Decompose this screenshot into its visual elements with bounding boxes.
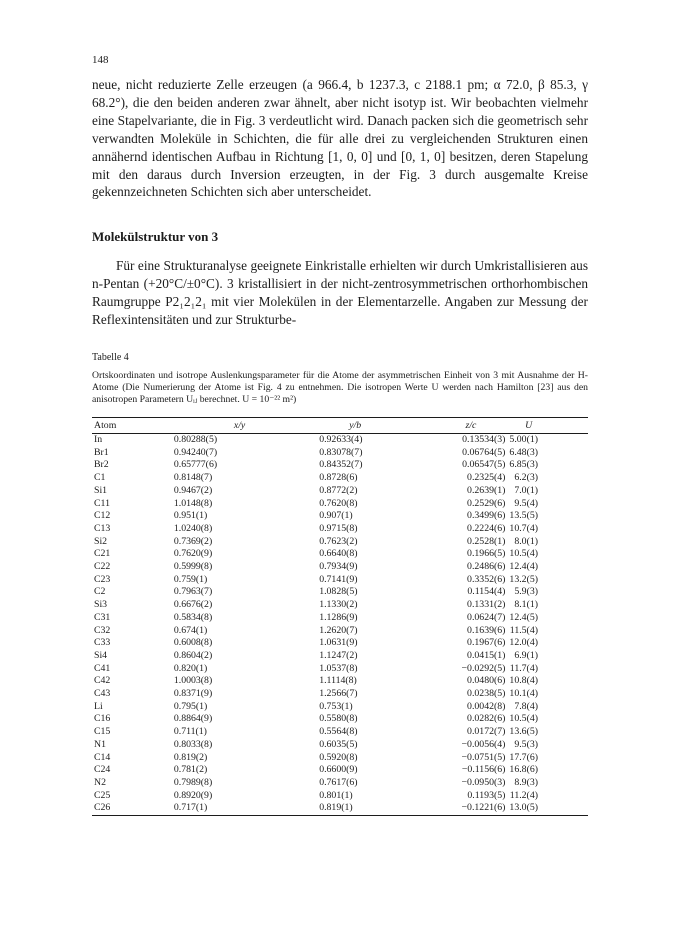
cell-u: 16.8(6) [509, 764, 538, 776]
cell-u: 8.1(1) [514, 599, 538, 611]
cell-y: 0.92633(4) [319, 434, 363, 445]
header-z: z/c [436, 418, 509, 434]
cell-z: 0.1967(6) [467, 637, 506, 649]
table-row [92, 599, 588, 612]
table-label: Tabelle 4 [92, 352, 129, 363]
cell-u: 10.7(4) [509, 522, 538, 534]
cell-atom: C14 [94, 751, 111, 763]
cell-atom: C15 [94, 726, 111, 738]
cell-atom: C12 [94, 510, 111, 522]
cell-x: 0.6008(8) [173, 637, 213, 649]
table-row [92, 434, 588, 447]
cell-y: 1.2566(7) [319, 688, 358, 700]
table-row [92, 574, 588, 587]
cell-y: 1.1286(9) [319, 611, 358, 623]
cell-atom: Si3 [94, 599, 108, 611]
cell-y: 1.0631(9) [319, 637, 358, 649]
cell-u: 5.00(1) [509, 434, 538, 445]
cell-atom: C1 [94, 472, 106, 484]
cell-u: 9.5(4) [514, 497, 538, 509]
cell-z: 0.3499(6) [467, 510, 506, 522]
cell-y: 1.2620(7) [319, 624, 358, 636]
table-row [92, 688, 588, 701]
table-row [92, 561, 588, 574]
cell-u: 6.85(3) [509, 459, 538, 471]
cell-u: 17.7(6) [509, 751, 538, 763]
cell-x: 0.7369(2) [173, 535, 213, 547]
table-row [92, 701, 588, 714]
cell-y: 0.83078(7) [319, 446, 363, 458]
cell-u: 13.6(5) [509, 726, 538, 738]
cell-x: 0.8033(8) [173, 738, 213, 750]
cell-z: 0.0415(1) [467, 649, 506, 661]
cell-y: 0.8772(2) [319, 484, 358, 496]
cell-u: 8.9(3) [514, 776, 538, 788]
cell-atom: N2 [94, 776, 106, 788]
cell-atom: C26 [92, 802, 144, 815]
cell-x: 0.9467(2) [173, 484, 213, 496]
cell-y: 0.7623(2) [319, 535, 358, 547]
cell-u: 10.5(4) [509, 713, 538, 725]
table-row [92, 548, 588, 561]
cell-z: 0.0238(5) [467, 688, 506, 700]
header-y: y/b [319, 418, 436, 434]
cell-u: 11.2(4) [509, 789, 538, 801]
cell-z: 0.1154(4) [467, 586, 506, 598]
cell-atom: C42 [94, 675, 111, 687]
cell-x: 1.0240(8) [173, 522, 213, 534]
cell-u: 6.9(1) [514, 649, 538, 661]
cell-y: 0.5580(8) [319, 713, 358, 725]
table-row [92, 447, 588, 460]
cell-u: 7.0(1) [514, 484, 538, 496]
cell-u: 10.1(4) [509, 688, 538, 700]
cell-x: 0.94240(7) [173, 446, 218, 458]
table-row [92, 586, 588, 599]
cell-atom: C16 [94, 713, 111, 725]
cell-x: 0.819(2) [173, 751, 208, 763]
cell-z: 0.06764(5) [462, 446, 506, 458]
table-row [92, 536, 588, 549]
page-number: 148 [92, 54, 109, 66]
cell-atom: C2 [94, 586, 106, 598]
cell-x: 0.80288(5) [173, 434, 218, 445]
cell-y: 0.7617(6) [319, 776, 358, 788]
cell-u: 12.0(4) [509, 637, 538, 649]
cell-x: 0.759(1) [173, 573, 208, 585]
cell-x: 0.8864(9) [173, 713, 213, 725]
table-row [92, 777, 588, 790]
cell-atom: C24 [94, 764, 111, 776]
cell-x: 0.820(1) [173, 662, 208, 674]
cell-u: 7.8(4) [514, 700, 538, 712]
cell-y: 0.9715(8) [319, 522, 358, 534]
body-paragraph-1: neue, nicht reduzierte Zelle erzeugen (a 966.4, b 1237.3, c 2188.1 pm; α 72.0, β 85.3, γ 68.2°), die den beiden anderen zwar ähnelt, aber nicht isotyp ist. Wir beobachten vielmehr eine Stapelvariante, die in Fig. 3 verdeutlicht wird. Danach packen sich die geometrisch sehr verwandten Moleküle in Schichten, die für alle drei zu vergleichenden Strukturen einen annähernd identischen Aufbau in Richtung [1, 0, 0] und [0, 1, 0] besitzen, deren Stapelung mit den daraus durch Inversion erzeugten, in der Fig. 3 durch ausgemalte Kreise gekennzeichneten Schichten sich aber unterscheidet. [92, 77, 588, 200]
table-row [92, 472, 588, 485]
cell-y: 1.1330(2) [319, 599, 358, 611]
cell-u: 12.4(5) [509, 611, 538, 623]
cell-atom: C32 [94, 624, 111, 636]
cell-z: 0.13534(3) [462, 434, 506, 445]
table-row [92, 790, 588, 803]
cell-atom: C41 [94, 662, 111, 674]
cell-x: 0.7963(7) [173, 586, 213, 598]
cell-u: 13.0(5) [509, 802, 588, 815]
cell-atom: C31 [94, 611, 111, 623]
table-row [92, 663, 588, 676]
table-row [92, 650, 588, 663]
cell-atom: Li [94, 700, 103, 712]
cell-u: 8.0(1) [514, 535, 538, 547]
cell-z: 0.2486(6) [467, 561, 506, 573]
cell-x: 0.8148(7) [173, 472, 213, 484]
table-row [92, 726, 588, 739]
cell-z: −0.1156(6) [461, 764, 506, 776]
cell-x: 0.781(2) [173, 764, 208, 776]
cell-atom: C23 [94, 573, 111, 585]
cell-u: 10.8(4) [509, 675, 538, 687]
cell-u: 11.7(4) [509, 662, 538, 674]
cell-z: 0.2639(1) [467, 484, 506, 496]
cell-z: 0.06547(5) [462, 459, 506, 471]
cell-z: −0.0056(4) [461, 738, 506, 750]
cell-x: 1.0003(8) [173, 675, 213, 687]
cell-atom: Br1 [94, 446, 109, 458]
cell-x: 1.0148(8) [173, 497, 213, 509]
cell-z: 0.1193(5) [467, 789, 506, 801]
cell-y: 1.0828(5) [319, 586, 358, 598]
cell-u: 13.2(5) [509, 573, 538, 585]
cell-x: 0.795(1) [173, 700, 208, 712]
cell-u: 9.5(3) [514, 738, 538, 750]
cell-x: 0.8371(9) [173, 688, 213, 700]
cell-z: −0.0292(5) [461, 662, 506, 674]
cell-x: 0.7989(8) [173, 776, 213, 788]
cell-atom: Si1 [94, 484, 108, 496]
cell-atom: In [94, 434, 103, 445]
cell-y: 0.8728(6) [319, 472, 358, 484]
cell-z: 0.0624(7) [467, 611, 506, 623]
table-row [92, 802, 588, 815]
cell-y: 1.1247(2) [319, 649, 358, 661]
cell-y: 0.7141(9) [319, 573, 358, 585]
coordinates-table [92, 417, 588, 816]
cell-u: 11.5(4) [509, 624, 538, 636]
cell-z: 0.2528(1) [467, 535, 506, 547]
cell-x: 0.711(1) [173, 726, 207, 738]
table-row [92, 764, 588, 777]
cell-z: 0.0172(7) [467, 726, 506, 738]
cell-u: 6.2(3) [514, 472, 538, 484]
cell-y: 0.6035(5) [319, 738, 358, 750]
cell-x: 0.5834(8) [173, 611, 213, 623]
cell-y: 0.801(1) [319, 789, 353, 801]
cell-atom: C22 [94, 561, 111, 573]
cell-y: 0.5564(8) [319, 726, 358, 738]
table-caption: Ortskoordinaten und isotrope Auslenkungsparameter für die Atome der asymmetrischen Einheit von 3 mit Ausnahme der H-Atome (Die Numerierung der Atome ist Fig. 4 zu entnehmen. Die isotropen Werte U werden nach Hamilton [23] aus den anisotropen Parametern Uᵢⱼ berechnet. U = 10⁻²² m²) [92, 370, 588, 406]
cell-atom: Si4 [94, 649, 108, 661]
cell-z: 0.2325(4) [467, 472, 506, 484]
table-row [92, 625, 588, 638]
cell-y: 0.5920(8) [319, 751, 358, 763]
table-row [92, 523, 588, 536]
cell-x: 0.8920(9) [173, 789, 213, 801]
cell-atom: C11 [94, 497, 110, 509]
header-atom: Atom [92, 418, 144, 434]
table-row [92, 675, 588, 688]
cell-atom: C43 [94, 688, 111, 700]
cell-u: 5.9(3) [514, 586, 538, 598]
cell-x: 0.6676(2) [173, 599, 213, 611]
table-row [92, 637, 588, 650]
cell-atom: C25 [94, 789, 111, 801]
cell-x: 0.674(1) [173, 624, 208, 636]
cell-z: 0.1639(6) [467, 624, 506, 636]
header-x: x/y [144, 418, 319, 434]
table-row [92, 510, 588, 523]
cell-y: 0.819(1) [319, 802, 436, 815]
cell-u: 10.5(4) [509, 548, 538, 560]
cell-z: 0.0480(6) [467, 675, 506, 687]
cell-x: 0.717(1) [144, 802, 319, 815]
cell-z: −0.0751(5) [461, 751, 506, 763]
table-row [92, 485, 588, 498]
cell-z: 0.0282(6) [467, 713, 506, 725]
cell-x: 0.8604(2) [173, 649, 213, 661]
cell-x: 0.7620(9) [173, 548, 213, 560]
cell-y: 0.6600(9) [319, 764, 358, 776]
table-header-row [92, 418, 588, 434]
table-body [92, 434, 588, 816]
cell-atom: C13 [94, 522, 111, 534]
cell-u: 12.4(4) [509, 561, 538, 573]
cell-u: 6.48(3) [509, 446, 538, 458]
cell-x: 0.65777(6) [173, 459, 218, 471]
cell-z: 0.1331(2) [467, 599, 506, 611]
cell-y: 1.1114(8) [319, 675, 357, 687]
cell-y: 0.7620(8) [319, 497, 358, 509]
cell-z: 0.2224(6) [467, 522, 506, 534]
cell-z: −0.1221(6) [436, 802, 509, 815]
cell-x: 0.951(1) [173, 510, 208, 522]
cell-y: 0.84352(7) [319, 459, 363, 471]
cell-z: 0.0042(8) [467, 700, 506, 712]
cell-y: 0.753(1) [319, 700, 353, 712]
cell-atom: C21 [94, 548, 111, 560]
cell-atom: Si2 [94, 535, 108, 547]
cell-atom: C33 [94, 637, 111, 649]
cell-z: 0.3352(6) [467, 573, 506, 585]
cell-z: 0.2529(6) [467, 497, 506, 509]
cell-z: −0.0950(3) [461, 776, 506, 788]
cell-atom: Br2 [94, 459, 109, 471]
table-row [92, 752, 588, 765]
table-row [92, 713, 588, 726]
cell-u: 13.5(5) [509, 510, 538, 522]
cell-atom: N1 [94, 738, 106, 750]
body-paragraph-2: Für eine Strukturanalyse geeignete Einkristalle erhielten wir durch Umkristallisieren aus n-Pentan (+20°C/±0°C). 3 kristallisiert in der nicht-zentrosymmetrischen orthorhombischen Raumgruppe P2₁2₁2₁ mit vier Molekülen in der Elementarzelle. Angaben zur Messung der Reflexintensitäten und zur Strukturbe- [92, 258, 588, 327]
cell-z: 0.1966(5) [467, 548, 506, 560]
header-u: U [509, 418, 588, 434]
cell-y: 0.907(1) [319, 510, 353, 522]
table-row [92, 612, 588, 625]
cell-x: 0.5999(8) [173, 561, 213, 573]
section-heading: Molekülstruktur von 3 [92, 229, 219, 244]
table-row [92, 498, 588, 511]
cell-y: 1.0537(8) [319, 662, 358, 674]
table-row [92, 459, 588, 472]
table-row [92, 739, 588, 752]
cell-y: 0.7934(9) [319, 561, 358, 573]
cell-y: 0.6640(8) [319, 548, 358, 560]
